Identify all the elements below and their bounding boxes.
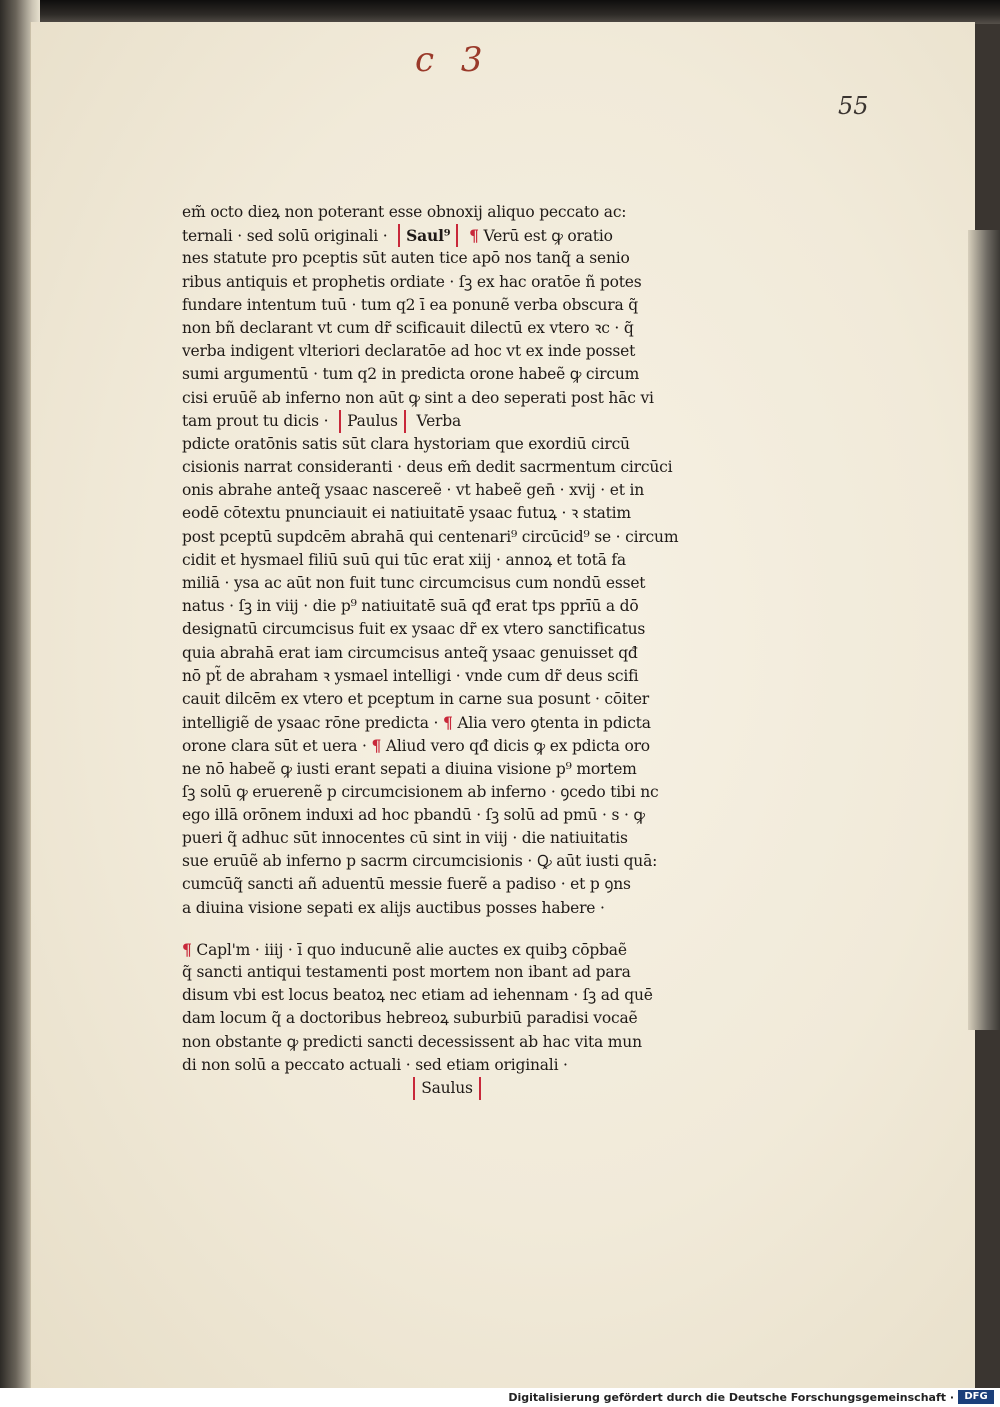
text-line: sumi argumentū · tum q2 in predicta orone habeẽ ꝙ circum	[182, 365, 640, 384]
text-line: onis abrahe anteq̃ ysaac nascereẽ · vt habeẽ gen̄ · xvij · et in	[182, 481, 644, 500]
saul-label: Saul⁹	[398, 224, 458, 247]
text-line: disum vbi est locus beatoꝝ nec etiam ad iehennam · ſꝫ ad quē	[182, 986, 653, 1005]
text-line: quia abrahā erat iam circumcisus anteq̃ ysaac genuisset qđ	[182, 643, 638, 662]
text-line: em̃ octo dieꝝ non poterant esse obnoxij aliquo peccato ac:	[182, 203, 627, 221]
text-span: intelligiẽ de ysaac rōne predicta ·	[182, 714, 439, 733]
text-span: Aliud vero qđ dicis ꝙ ex pdicta oro	[385, 737, 650, 756]
text-line: miliā · ysa ac aūt non fuit tunc circumcisus cum nondū esset	[182, 574, 646, 592]
text-line	[182, 1077, 712, 1100]
text-line: ribus antiquis et prophetis ordiate · ſꝫ ex hac oratōe ñ potes	[182, 272, 642, 291]
text-line: ego illā orōnem induxi ad hoc pbandū · ſꝫ solū ad pmū · s · ꝙ	[182, 805, 645, 824]
text-line: non bñ declarant vt cum dr̃ scificauit dilectū ex vtero ꝛc · q̃	[182, 318, 634, 337]
rubric-mark: ¶	[182, 939, 192, 959]
text-line: cisionis narrat consideranti · deus em̃ dedit sacrmentum circūci	[182, 458, 673, 477]
text-line: eodē cōtextu pnunciauit ei natiuitatē ysaac futuꝝ · ꝛ statim	[182, 504, 631, 523]
text-line: verba indigent vlteriori declaratōe ad hoc vt ex inde posset	[182, 342, 636, 361]
text-line: cidit et hysmael filiū suū qui tūc erat xiij · annoꝝ et totā fa	[182, 550, 626, 569]
text-line: fundare intentum tuū · tum q2 ī ea ponunẽ verba obscura q̃	[182, 295, 638, 314]
folio-number: 55	[838, 92, 869, 120]
text-span: sue eruūẽ ab inferno p sacrm circumcisionis ·	[182, 852, 533, 871]
text-line	[182, 850, 712, 873]
text-line	[182, 734, 712, 757]
text-line	[182, 224, 712, 247]
text-line: di non solū a peccato actuali · sed etiam originali ·	[182, 1055, 568, 1074]
text-line: non obstante ꝙ predicti sancti decessissent ab hac vita mun	[182, 1032, 642, 1051]
text-line: nes statute pro pceptis sūt auten tice apō nos tanq̃ a senio	[182, 249, 630, 268]
text-line: nō pt̃ de abraham ꝛ ysmael intelligi · vnde cum dr̃ deus scifi	[182, 666, 639, 685]
text-span: Verū est ꝙ oratio	[483, 227, 613, 246]
text-line: q̃ sancti antiqui testamenti post mortem non ibant ad para	[182, 963, 631, 981]
text-span: Alia vero ꝯtenta in pdicta	[457, 714, 651, 733]
text-line: cumcūq̃ sancti añ aduentū messie fuerẽ a padiso · et p ꝯns	[182, 875, 631, 894]
text-line: designatū circumcisus fuit ex ysaac dr̃ ex vtero sanctificatus	[182, 620, 646, 639]
text-span: Verba	[416, 411, 462, 430]
text-line: cauit dilcēm ex vtero et pceptum in carne sua posunt · cōiter	[182, 689, 650, 708]
main-text-block	[182, 201, 712, 1100]
text-line: natus · ſꝫ in viij · die p⁹ natiuitatē suā qđ erat tps pprīū a dō	[182, 597, 639, 616]
text-span: Ꝙ aūt iusti quā:	[536, 852, 658, 871]
footer-bar	[0, 1388, 1000, 1407]
funding-credit: Digitalisierung gefördert durch die Deutsche Forschungsgemeinschaft ·	[508, 1391, 954, 1404]
text-line	[182, 711, 712, 734]
signature-mark: c 3	[415, 40, 491, 80]
paragraph-gap	[182, 920, 712, 938]
paulus-label: Paulus	[339, 410, 406, 433]
rubric-mark: ¶	[371, 736, 382, 756]
rubric-mark: ¶	[469, 226, 479, 246]
text-line: pdicte oratōnis satis sūt clara hystoriam que exordiū circū	[182, 434, 630, 453]
saulus-label: Saulus	[413, 1077, 481, 1100]
text-span: orone clara sūt et uera ·	[182, 737, 367, 756]
text-span: tam prout tu dicis ·	[182, 411, 329, 430]
text-line: cisi eruūẽ ab inferno non aūt ꝙ sint a deo seperati post hāc vi	[182, 388, 654, 407]
text-line: ſꝫ solū ꝙ eruerenẽ p circumcisionem ab inferno · ꝯcedo tibi nc	[182, 782, 659, 801]
text-span: ternali · sed solū originali ·	[182, 227, 388, 246]
text-line: post pceptū supdcēm abrahā qui centenari⁹ circūcid⁹ se · circum	[182, 527, 679, 546]
rubric-mark: ¶	[442, 713, 453, 733]
text-line: ne nō habeẽ ꝙ iusti erant sepati a diuina visione p⁹ mortem	[182, 759, 637, 778]
text-line: a diuina visione sepati ex alijs auctibus posses habere ·	[182, 898, 605, 917]
text-line: pueri q̃ adhuc sūt innocentes cū sint in viij · die natiuitatis	[182, 829, 628, 848]
page-right-edge	[968, 230, 1000, 1030]
chapter-heading-line	[182, 938, 712, 961]
dfg-logo: DFG	[958, 1390, 994, 1404]
text-line	[182, 410, 712, 433]
text-line: dam locum q̃ a doctoribus hebreoꝝ suburbiū paradisi vocaẽ	[182, 1009, 638, 1028]
page-top-edge	[40, 0, 1000, 24]
chapter-heading: Capl'm · iiij · ī quo inducunẽ alie auctes ex quibꝫ cōpbaẽ	[196, 940, 627, 959]
